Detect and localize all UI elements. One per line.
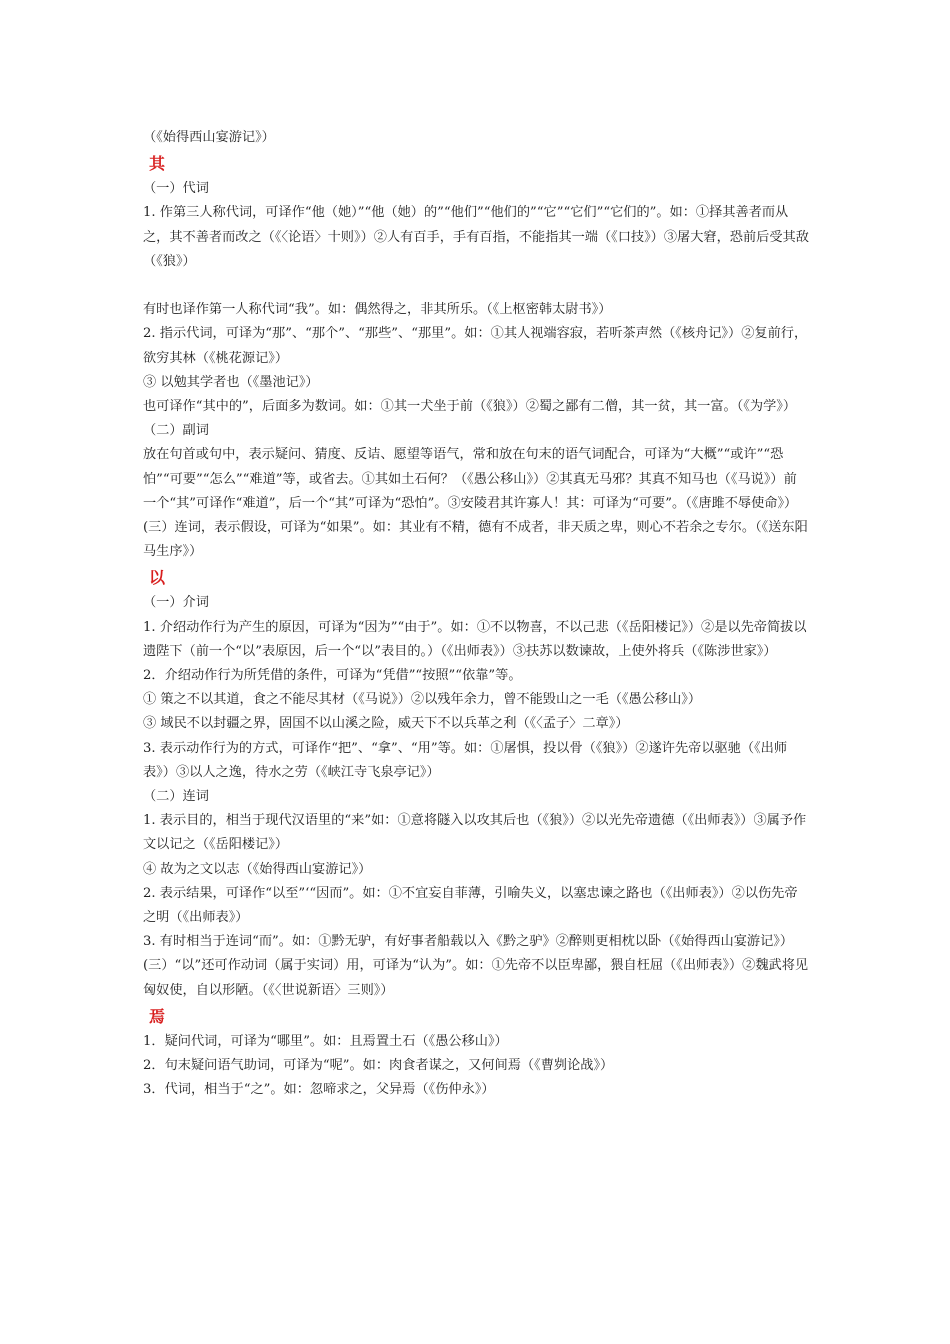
paragraph: ③ 域民不以封疆之界，固国不以山溪之险，威天下不以兵革之利（《〈孟子〉二章》） xyxy=(143,716,629,732)
paragraph: 1. 作第三人称代词，可译作“他（她）”“他（她）的”“他们”“他们的”“它”“它们”“它们的”。如：①择其善者而从之，其不善者而改之（《〈论语〉十则》）②人有百手，手有百指，不能指其一端（《口技》）③屠大窘，恐前后受其敌（《狼》） xyxy=(143,205,809,269)
character-heading: 焉 xyxy=(149,1006,166,1026)
paragraph: 1. 表示目的，相当于现代汉语里的“来”如：①意将隧入以攻其后也（《狼》）②以光先帝遗德（《出师表》）③属予作文以记之（《岳阳楼记》） xyxy=(143,813,807,853)
paragraph: （二）连词 xyxy=(143,789,209,805)
paragraph: 3. 表示动作行为的方式，可译作“把”、“拿”、“用”等。如：①屠惧，投以骨（《狼》）②遂许先帝以驱驰（《出师表》）③以人之逸，待水之劳（《峡江寺飞泉亭记》） xyxy=(143,740,788,780)
paragraph: 3．代词，相当于“之”。如：忽啼求之，父异焉（《伤仲永》） xyxy=(143,1082,495,1098)
blank-line xyxy=(143,274,809,298)
paragraph: (三）连词，表示假设，可译为“如果”。如：其业有不精，德有不成者，非天质之卑，则心不若余之专尔。（《送东阳马生序》） xyxy=(143,520,808,560)
paragraph: 3. 有时相当于连词“而”。如：①黔无驴，有好事者船载以入《黔之驴》②醉则更相枕以卧（《始得西山宴游记》） xyxy=(143,934,794,950)
paragraph: 1．疑问代词，可译为“哪里”。如：且焉置土石（《愚公移山》） xyxy=(143,1033,508,1049)
paragraph: （二）副词 xyxy=(143,423,209,439)
paragraph: ① 策之不以其道，食之不能尽其材（《马说》）②以残年余力，曾不能毁山之一毛（《愚公移山》） xyxy=(143,692,702,708)
paragraph: 2. 表示结果，可译作“以至”‘“因而”。如：①不宜妄自菲薄，引喻失义，以塞忠谏之路也（《出师表》）②以伤先帝之明（《出师表》） xyxy=(143,885,798,926)
paragraph: 放在句首或句中，表示疑问、猜度、反诘、愿望等语气，常和放在句末的语气词配合，可译为“大概”“或许”“恐怕”“可要”“怎么”“难道”等，或省去。①其如土石何？（《愚公移山》）②其真无马邪？其真不知马也（《马说》）前一个“其”可译作“难道”，后一个“其”可译为“恐怕”。③安陵君其许寡人！其：可译为“可要”。（《唐雎不辱使命》） xyxy=(143,447,798,511)
paragraph: 1. 介绍动作行为产生的原因，可译为“因为”“由于”。如：①不以物喜，不以己悲（《岳阳楼记》）②是以先帝简拔以遗陛下（前一个“以”表原因，后一个“以”表目的。）（《出师表》）③扶苏以数谏故，上使外将兵（《陈涉世家》） xyxy=(143,619,807,659)
paragraph: ③ 以勉其学者也（《墨池记》） xyxy=(143,374,319,390)
paragraph: 有时也译作第一人称代词“我”。如：偶然得之，非其所乐。（《上枢密韩太尉书》） xyxy=(143,302,612,318)
character-heading: 其 xyxy=(149,154,166,174)
character-heading: 以 xyxy=(149,568,166,588)
paragraph: （一）代词 xyxy=(143,181,209,197)
paragraph: 2．介绍动作行为所凭借的条件，可译为“凭借”“按照”“依靠”等。 xyxy=(143,668,522,684)
paragraph: (三）“以”还可作动词（属于实词）用，可译为“认为”。如：①先帝不以臣卑鄙，猥自枉屈（《出师表》）②魏武将见匈奴使，自以形陋。（《〈世说新语〉三则》） xyxy=(143,958,809,998)
paragraph: 2. 指示代词，可译为“那”、“那个”、“那些”、“那里”。如：①其人视端容寂，若听茶声然（《核舟记》）②复前行，欲穷其林（《桃花源记》） xyxy=(143,326,808,366)
paragraph: （《始得西山宴游记》） xyxy=(143,130,275,145)
paragraph: （一）介词 xyxy=(143,595,209,611)
paragraph: 2．句末疑问语气助词，可译为“呢”。如：肉食者谋之，又何间焉（《曹刿论战》） xyxy=(143,1058,614,1074)
document-body xyxy=(143,126,809,1103)
paragraph: 也可译作“其中的”，后面多为数词。如：①其一犬坐于前（《狼》）②蜀之鄙有二僧，其一贫，其一富。（《为学》） xyxy=(143,399,797,415)
paragraph: ④ 故为之文以志（《始得西山宴游记》） xyxy=(143,861,372,877)
